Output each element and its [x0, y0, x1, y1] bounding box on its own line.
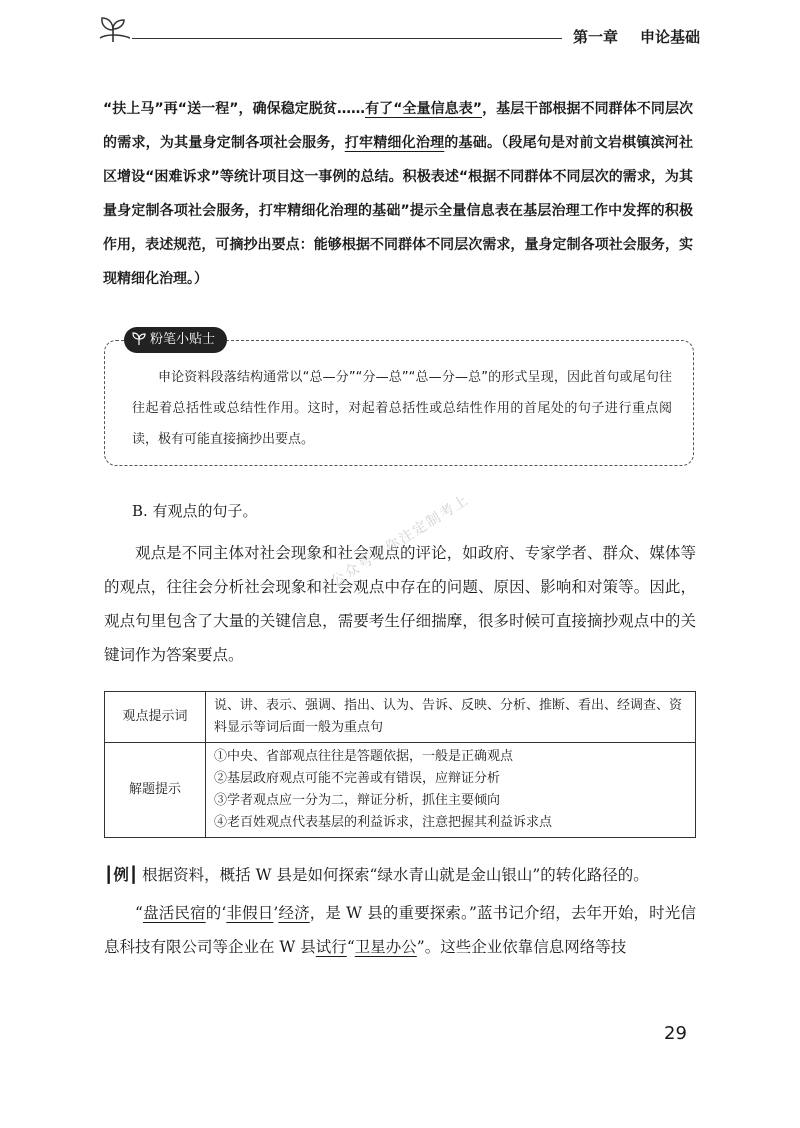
underlined-phrase: 非假日	[226, 904, 274, 922]
underlined-phrase: 有了	[365, 101, 394, 117]
page-number: 29	[664, 1023, 687, 1044]
table-row	[105, 692, 696, 743]
chapter-number: 第一章	[572, 28, 618, 46]
list-item: ③学者观点应一分为二，辩证分析，抓住主要倾向	[214, 793, 501, 808]
underlined-phrase: 卫星办公	[354, 938, 417, 956]
table-cell: 说、讲、表示、强调、指出、认为、告诉、反映、分析、推断、看出、经调查、资料显示等词后面一般为重点句	[206, 692, 696, 743]
sprout-icon	[132, 332, 146, 346]
table-row	[105, 743, 696, 838]
body-paragraph: 观点是不同主体对社会现象和社会观点的评论，如政府、专家学者、群众、媒体等的观点，往往会分析社会现象和社会观点中存在的问题、原因、影响和对策等。因此，观点句里包含了大量的关键信息，需要考生仔细揣摩，很多时候可直接摘抄观点中的关键词作为答案要点。	[104, 544, 696, 664]
chapter-title	[573, 26, 700, 47]
table-header-cell: 观点提示词	[105, 692, 206, 743]
sprout-icon	[96, 14, 130, 44]
table-cell	[206, 743, 696, 838]
table-header-cell: 解题提示	[105, 743, 206, 838]
example-question	[104, 858, 704, 892]
tip-label: 粉笔小贴士	[124, 327, 227, 353]
underlined-phrase: 经济	[278, 904, 310, 922]
example-text: 根据资料，概括 W 县是如何探索“绿水青山就是金山银山”的转化路径的。	[142, 866, 649, 884]
viewpoint-table	[104, 691, 696, 838]
underlined-phrase: 试行	[315, 938, 347, 956]
underlined-phrase: 盘活民宿	[142, 904, 206, 922]
underlined-phrase: “全量信息表”	[393, 101, 483, 117]
underlined-phrase: 打牢精细化治理	[344, 135, 445, 151]
list-item: ②基层政府观点可能不完善或有错误，应辩证分析	[214, 771, 501, 786]
example-marker: ┃例┃	[104, 866, 139, 884]
watermark: 公众号：你注定制考上	[328, 491, 473, 591]
chapter-section: 申论基础	[639, 28, 700, 46]
section-heading: B. 有观点的句子。	[132, 502, 258, 520]
header-rule	[132, 38, 562, 39]
list-item: ①中央、省部观点往往是答题依据，一般是正确观点	[214, 749, 514, 764]
list-item: ④老百姓观点代表基层的利益诉求，注意把握其利益诉求点	[214, 815, 553, 830]
page-header	[96, 14, 700, 44]
commentary-paragraph: “扶上马”再“送一程”，确保稳定脱贫……有了“全量信息表”，基层干部根据不同群体不同层次的需求，为其量身定制各项社会服务，打牢精细化治理的基础。（段尾句是对前文岩棋镇滨河社区增设“困难诉求”等统计项目这一事例的总结。积极表述“根据不同群体不同层次的需求，为其量身定制各项社会服务，打牢精细化治理的基础”提示全量信息表在基层治理工作中发挥的积极作用，表述规范，可摘抄出要点：能够根据不同群体不同层次需求，量身定制各项社会服务，实现精细化治理。）	[103, 101, 694, 287]
body-paragraph: “盘活民宿的‘非假日’经济，是 W 县的重要探索。”蓝书记介绍，去年开始，时光信息科技有限公司等企业在 W 县试行“卫星办公”。这些企业依靠信息网络等技	[104, 904, 696, 956]
tip-text: 申论资料段落结构通常以“总—分”“分—总”“总—分—总”的形式呈现，因此首句或尾句往往起着总括性或总结性作用。这时，对起着总括性或总结性作用的首尾处的句子进行重点阅读，极有可能直接摘抄出要点。	[132, 370, 672, 447]
